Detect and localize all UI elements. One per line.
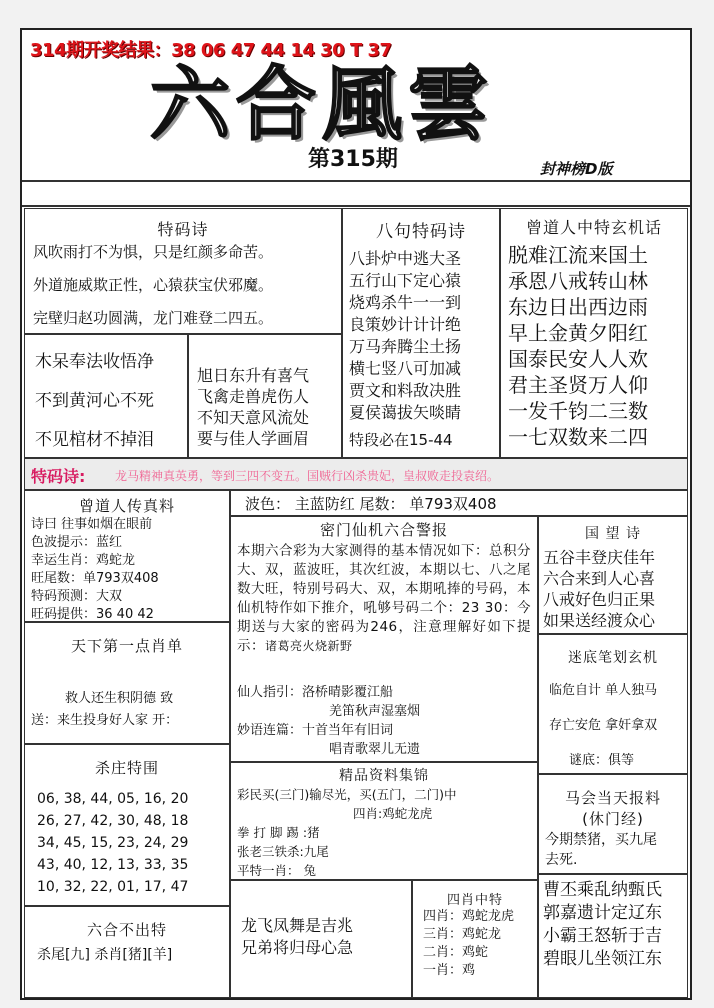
xuanji-line: 一七双数来二四 [508,425,648,449]
zeng-row: 幸运生肖：鸡蛇龙 [31,553,136,568]
xuanji-line: 早上金黄夕阳红 [508,321,648,345]
guide-line: 羌笛秋声湿塞烟 [329,704,421,719]
bose-box [230,490,688,516]
bose-text: 波色： 主蓝防红 尾数： 单793双408 [245,495,497,513]
edition-label: 封神榜D版 [540,160,613,178]
xuanji-title: 曾道人中特玄机话 [525,218,662,237]
tema-poem-line: 外道施威欺正性，心猿获宝伏邪魔。 [33,276,274,294]
shazhuang-row: 34, 45, 15, 23, 24, 29 [37,835,189,851]
zeng-title: 曾道人传真料 [78,497,175,515]
sanguo-line: 郭嘉遗计定辽东 [543,903,662,923]
spring-poem-line: 飞禽走兽虎伤人 [197,387,310,406]
spring-poem-box [188,334,342,458]
zeng-row: 旺尾数：单793双408 [31,571,159,586]
guowang-line: 八戒好色归正果 [543,590,656,609]
guide-line: 洛桥晴影覆江船 [302,685,394,700]
guowang-line: 如果送经渡众心 [543,611,656,630]
zeng-row: 特码预测：大双 [31,589,123,604]
sixiao-title: 四肖中特 [446,893,503,908]
issue-number: 第315期 [308,147,398,172]
midi-line: 存亡安危 拿奸拿双 [549,718,658,733]
buchu-text: 杀尾[九] 杀肖[猪][羊] [37,947,173,963]
masthead-logo: 六合風雲 [150,57,494,151]
sixiao-line: 四肖：鸡蛇龙虎 [423,909,515,924]
sanguo-line: 碧眼儿坐领江东 [543,949,662,969]
guowang-line: 五谷丰登庆佳年 [543,548,656,567]
sixiao-line: 二肖：鸡蛇 [423,945,489,960]
xuanji-box [500,208,688,458]
sixiao-line: 一肖：鸡 [423,963,476,978]
jingpin-line: 平特一肖： 兔 [237,863,316,878]
eight-line-item: 烧鸡杀牛一一到 [349,293,462,312]
mahui-line: 去死. [545,852,578,868]
xuanji-line: 脱难江流来国土 [508,243,648,267]
jingpin-line: 张老三铁杀:九尾 [237,844,329,859]
sanguo-line: 小霸王怒斩于吉 [543,926,662,946]
xuanji-line: 国泰民安人人欢 [508,347,648,371]
proverb-line: 不见棺材不掉泪 [35,430,154,450]
tianxia-line: 救人还生积阴德 致 [65,691,174,706]
eight-line-item: 良策妙计计计绝 [349,315,462,334]
tianxia-line: 送：来生投身好人家 开： [31,713,179,728]
tema-poem-line: 风吹雨打不为惧，只是红颜多命苦。 [33,243,274,261]
header-divider [22,180,690,182]
spring-poem-line: 旭日东升有喜气 [197,366,310,385]
guide-label: 仙人指引： [237,685,303,700]
mimen-title: 密门仙机六合警报 [319,521,448,539]
zeng-row: 旺码提供：36 40 42 [31,607,154,622]
spring-poem-line: 不知天意风流处 [197,408,310,427]
eight-line-poem-box [342,208,500,458]
shazhuang-row: 43, 40, 12, 13, 33, 35 [37,857,189,873]
mimen-box [230,516,538,762]
eight-line-item: 八卦炉中逃大圣 [349,249,462,268]
jingpin-title: 精品资料集锦 [339,768,429,784]
mahui-sub: (休门经) [582,810,644,828]
guowang-box [538,516,688,634]
sixiao-line: 三肖：鸡蛇龙 [423,927,502,942]
jingpin-line: 彩民买(三门)输尽光，买(五门，二门)中 [237,787,457,802]
midi-title: 迷底笔划玄机 [568,650,658,666]
xuanji-line: 一发千钧二三数 [508,399,648,423]
banner-label: 特码诗: [31,467,86,486]
tianxia-title: 天下第一点肖单 [70,637,183,655]
tema-poem-title: 特码诗 [157,220,209,239]
xuanji-line: 承恩八戒转山林 [508,269,648,293]
mimen-body: 本期六合彩为大家测得的基本情况如下：总积分大、双，蓝波旺，其次红波，本期以七、八之尾数大旺，特别号码大、双，本期吼捧的号码，本仙机特作如下推介，吼够号码二个：23 30：今期送与大家的密码为246，注意理解好如下提示： [237,543,531,654]
tema-poem-line: 完壁归赵功圆满，龙门难登二四五。 [33,309,274,327]
eight-line-range: 特段必在15-44 [349,431,453,449]
guowang-title: 国 望 诗 [585,526,641,542]
shazhuang-title: 杀庄特围 [94,759,159,777]
shazhuang-box [24,744,230,906]
zeng-row: 诗曰 往事如烟在眼前 [31,517,153,532]
eight-line-item: 横七竖八可加减 [349,359,462,378]
eight-line-item: 万马奔腾尘土扬 [349,337,462,356]
longfei-line: 兄弟将归母心急 [241,938,354,957]
sanguo-box [538,874,688,998]
proverb-box [24,334,188,458]
eight-line-item: 夏侯蔼拔矢啖睛 [349,403,462,422]
proverb-line: 不到黄河心不死 [35,391,154,411]
xuanji-line: 东边日出西边雨 [508,295,648,319]
shazhuang-row: 26, 27, 42, 30, 48, 18 [37,813,189,829]
mahui-title: 马会当天报料 [564,789,661,807]
miao-label: 妙语连篇： [237,723,303,738]
jingpin-line: 拳 打 脚 踢 :猪 [237,825,320,840]
zeng-box [24,490,230,622]
eight-line-title: 八句特码诗 [376,222,466,242]
proverb-line: 木呆奉法收悟净 [35,352,154,372]
mimen-hint: 诸葛亮火烧新野 [265,639,353,653]
spring-poem-line: 要与佳人学画眉 [197,429,310,448]
eight-line-item: 贾文和料敌决胜 [349,381,462,400]
guowang-line: 六合来到人心喜 [543,569,656,588]
midi-box [538,634,688,774]
tema-banner [24,458,688,490]
shazhuang-row: 06, 38, 44, 05, 16, 20 [37,791,189,807]
midi-line: 临危自计 单人独马 [549,683,658,698]
tianxia-box [24,622,230,744]
mahui-box [538,774,688,874]
xuanji-line: 君主圣贤万人仰 [508,373,648,397]
header-divider [22,205,690,207]
mahui-line: 今期禁猪，买九尾 [545,832,657,848]
eight-line-item: 五行山下定心猿 [349,271,462,290]
buchu-title: 六合不出特 [86,921,167,939]
jingpin-box [230,762,538,880]
midi-line: 谜底：俱等 [569,753,635,768]
buchu-box [24,906,230,998]
longfei-line: 龙飞凤舞是吉兆 [241,916,354,935]
tema-poem-box [24,208,342,334]
sixiao-box [412,880,538,998]
miao-line: 十首当年有旧词 [302,723,394,738]
zeng-row: 色波提示：蓝红 [31,535,123,550]
banner-text: 龙马精神真英勇，等到三四不变五。国贼行凶杀贵妃，皇叔败走投袁绍。 [115,469,500,483]
longfei-box [230,880,412,998]
shazhuang-row: 10, 32, 22, 01, 17, 47 [37,879,189,895]
jingpin-line: 四肖:鸡蛇龙虎 [353,806,433,821]
sanguo-line: 曹丕乘乱纳甄氏 [543,880,662,900]
lottery-result: 314期开奖结果：38 06 47 44 14 30 T 37 [30,40,392,61]
miao-line: 唱青歌翠儿无遗 [329,742,421,757]
